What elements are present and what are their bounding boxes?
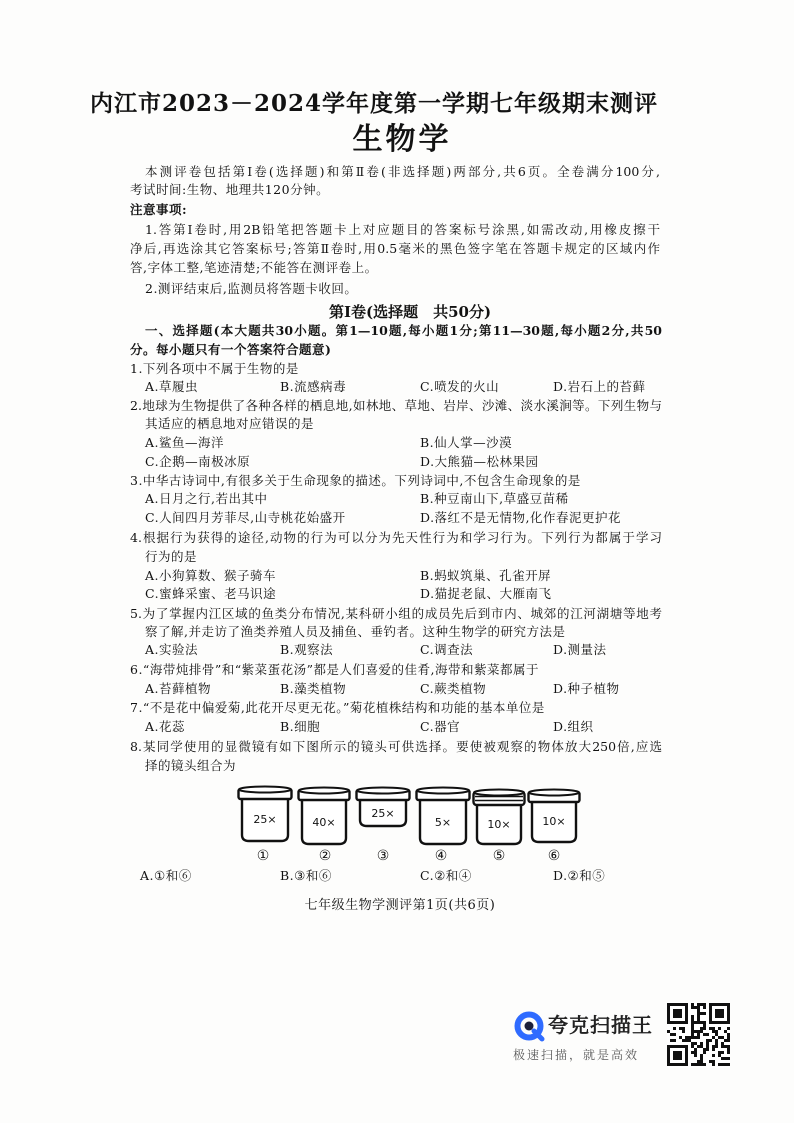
question-8-option-b: B.③和⑥ bbox=[280, 868, 332, 883]
question-1-option-a: A.草履虫 bbox=[145, 379, 199, 394]
subject-title: 生物学 bbox=[352, 122, 452, 157]
question-4-option-a: A.小狗算数、猴子骑车 bbox=[145, 568, 277, 583]
lens-3-magnification: 25× bbox=[371, 807, 395, 820]
question-6-option-a: A.苔藓植物 bbox=[145, 681, 212, 696]
question-2-option-c: C.企鹅—南极冰原 bbox=[145, 454, 251, 469]
question-4-option-b: B.蚂蚁筑巢、孔雀开屏 bbox=[420, 568, 552, 583]
lens-6 bbox=[527, 788, 581, 844]
lens-3-drawing bbox=[355, 786, 411, 828]
question-3-stem: 3.中华古诗词中,有很多关于生命现象的描述。下列诗词中,不包含生命现象的是 bbox=[130, 473, 581, 488]
watermark-brand: 夸克扫描王 bbox=[548, 1013, 653, 1037]
question-7-option-a: A.花蕊 bbox=[145, 719, 186, 734]
lens-1-label: ① bbox=[256, 848, 270, 864]
question-4-option-c: C.蜜蜂采蜜、老马识途 bbox=[145, 586, 277, 601]
lens-5-label: ⑤ bbox=[492, 848, 506, 864]
question-5-stem-line-1: 5.为了掌握内江区域的鱼类分布情况,某科研小组的成员先后到市内、城郊的江河湖塘等地考 bbox=[130, 606, 662, 621]
question-5-option-a: A.实验法 bbox=[145, 642, 199, 657]
lens-6-label: ⑥ bbox=[547, 848, 561, 864]
notice-heading: 注意事项: bbox=[130, 202, 188, 217]
lens-5 bbox=[472, 788, 526, 846]
notice-line-1: 1.答第Ⅰ卷时,用2B铅笔把答题卡上对应题目的答案标号涂黑,如需改动,用橡皮擦干 bbox=[145, 222, 660, 237]
exam-title: 内江市2023－2024学年度第一学期七年级期末测评 bbox=[90, 90, 659, 117]
lens-4-magnification: 5× bbox=[434, 816, 452, 829]
question-4-option-d: D.猫捉老鼠、大雁南飞 bbox=[420, 586, 552, 601]
lens-2-drawing bbox=[297, 786, 351, 846]
lens-6-magnification: 10× bbox=[542, 815, 566, 828]
lens-4-label: ④ bbox=[434, 848, 448, 864]
notice-line-2: 净后,再选涂其它答案标号;答第Ⅱ卷时,用0.5毫米的黑色签字笔在答题卡规定的区域内作 bbox=[130, 241, 660, 256]
section-intro-line-1: 一、选择题(本大题共30小题。第1—10题,每小题1分;第11—30题,每小题2分,共50 bbox=[145, 323, 662, 338]
question-4-stem-line-2: 行为的是 bbox=[145, 549, 198, 564]
question-5-option-c: C.调查法 bbox=[420, 642, 474, 657]
question-8-option-a: A.①和⑥ bbox=[140, 868, 192, 883]
question-7-option-b: B.细胞 bbox=[280, 719, 321, 734]
lens-2-magnification: 40× bbox=[312, 816, 336, 829]
question-1-option-d: D.岩石上的苔藓 bbox=[553, 379, 646, 394]
lens-2-label: ② bbox=[318, 848, 332, 864]
question-8-option-c: C.②和④ bbox=[420, 868, 472, 883]
question-4-stem-line-1: 4.根据行为获得的途径,动物的行为可以分为先天性行为和学习行为。下列行为都属于学习 bbox=[130, 530, 662, 545]
question-8-stem-line-1: 8.某同学使用的显微镜有如下图所示的镜头可供选择。要使被观察的物体放大250倍,应选 bbox=[130, 739, 662, 754]
intro-line-1: 本测评卷包括第Ⅰ卷(选择题)和第Ⅱ卷(非选择题)两部分,共6页。全卷满分100分, bbox=[145, 164, 660, 179]
notice-line-3: 答,字体工整,笔迹清楚;不能答在测评卷上。 bbox=[130, 260, 378, 275]
question-1-stem: 1.下列各项中不属于生物的是 bbox=[130, 361, 299, 376]
question-2-option-b: B.仙人掌—沙漠 bbox=[420, 435, 513, 450]
question-8-option-d: D.②和⑤ bbox=[553, 868, 606, 883]
qr-code bbox=[667, 1002, 730, 1072]
question-5-option-d: D.测量法 bbox=[553, 642, 607, 657]
question-6-option-c: C.蕨类植物 bbox=[420, 681, 487, 696]
question-3-option-b: B.种豆南山下,草盛豆苗稀 bbox=[420, 491, 569, 506]
lens-2 bbox=[297, 786, 351, 846]
question-5-option-b: B.观察法 bbox=[280, 642, 334, 657]
question-1-option-c: C.喷发的火山 bbox=[420, 379, 500, 394]
question-2-option-a: A.鲨鱼—海洋 bbox=[145, 435, 225, 450]
question-2-stem-line-1: 2.地球为生物提供了各种各样的栖息地,如林地、草地、岩岸、沙滩、淡水溪涧等。下列生物与 bbox=[130, 398, 662, 413]
lens-6-drawing bbox=[527, 788, 581, 844]
question-6-stem: 6.“海带炖排骨”和“紫菜蛋花汤”都是人们喜爱的佳肴,海带和紫菜都属于 bbox=[130, 662, 539, 677]
question-7-option-c: C.器官 bbox=[420, 719, 461, 734]
question-2-option-d: D.大熊猫—松林果园 bbox=[420, 454, 539, 469]
lens-3-label: ③ bbox=[376, 848, 390, 864]
lens-1-magnification: 25× bbox=[253, 813, 277, 826]
lens-5-drawing bbox=[472, 788, 526, 846]
notice-line-4: 2.测评结束后,监测员将答题卡收回。 bbox=[145, 281, 358, 296]
section-intro-line-2: 分。每小题只有一个答案符合题意) bbox=[130, 342, 332, 357]
section-heading: 第Ⅰ卷(选择题 共50分) bbox=[328, 303, 492, 321]
question-7-stem: 7.“不是花中偏爱菊,此花开尽更无花。”菊花植株结构和功能的基本单位是 bbox=[130, 700, 545, 715]
question-6-option-d: D.种子植物 bbox=[553, 681, 620, 696]
question-3-option-a: A.日月之行,若出其中 bbox=[145, 491, 268, 506]
question-1-option-b: B.流感病毒 bbox=[280, 379, 347, 394]
lens-1 bbox=[237, 785, 293, 843]
question-6-option-b: B.藻类植物 bbox=[280, 681, 347, 696]
question-3-option-d: D.落红不是无情物,化作春泥更护花 bbox=[420, 510, 622, 525]
quark-logo-icon bbox=[512, 1009, 546, 1047]
watermark-slogan: 极速扫描，就是高效 bbox=[513, 1048, 640, 1062]
lens-1-drawing bbox=[237, 785, 293, 843]
question-5-stem-line-2: 察了解,并走访了渔类养殖人员及捕鱼、垂钓者。这种生物学的研究方法是 bbox=[145, 624, 566, 639]
question-8-stem-line-2: 择的镜头组合为 bbox=[145, 758, 237, 773]
page-footer: 七年级生物学测评第1页(共6页) bbox=[304, 898, 496, 913]
lens-4 bbox=[415, 786, 471, 846]
lens-5-magnification: 10× bbox=[487, 818, 511, 831]
question-7-option-d: D.组织 bbox=[553, 719, 594, 734]
intro-line-2: 考试时间:生物、地理共120分钟。 bbox=[130, 182, 330, 197]
lens-4-drawing bbox=[415, 786, 471, 846]
question-3-option-c: C.人间四月芳菲尽,山寺桃花始盛开 bbox=[145, 510, 346, 525]
question-2-stem-line-2: 其适应的栖息地对应错误的是 bbox=[145, 416, 315, 431]
lens-3 bbox=[355, 786, 411, 828]
